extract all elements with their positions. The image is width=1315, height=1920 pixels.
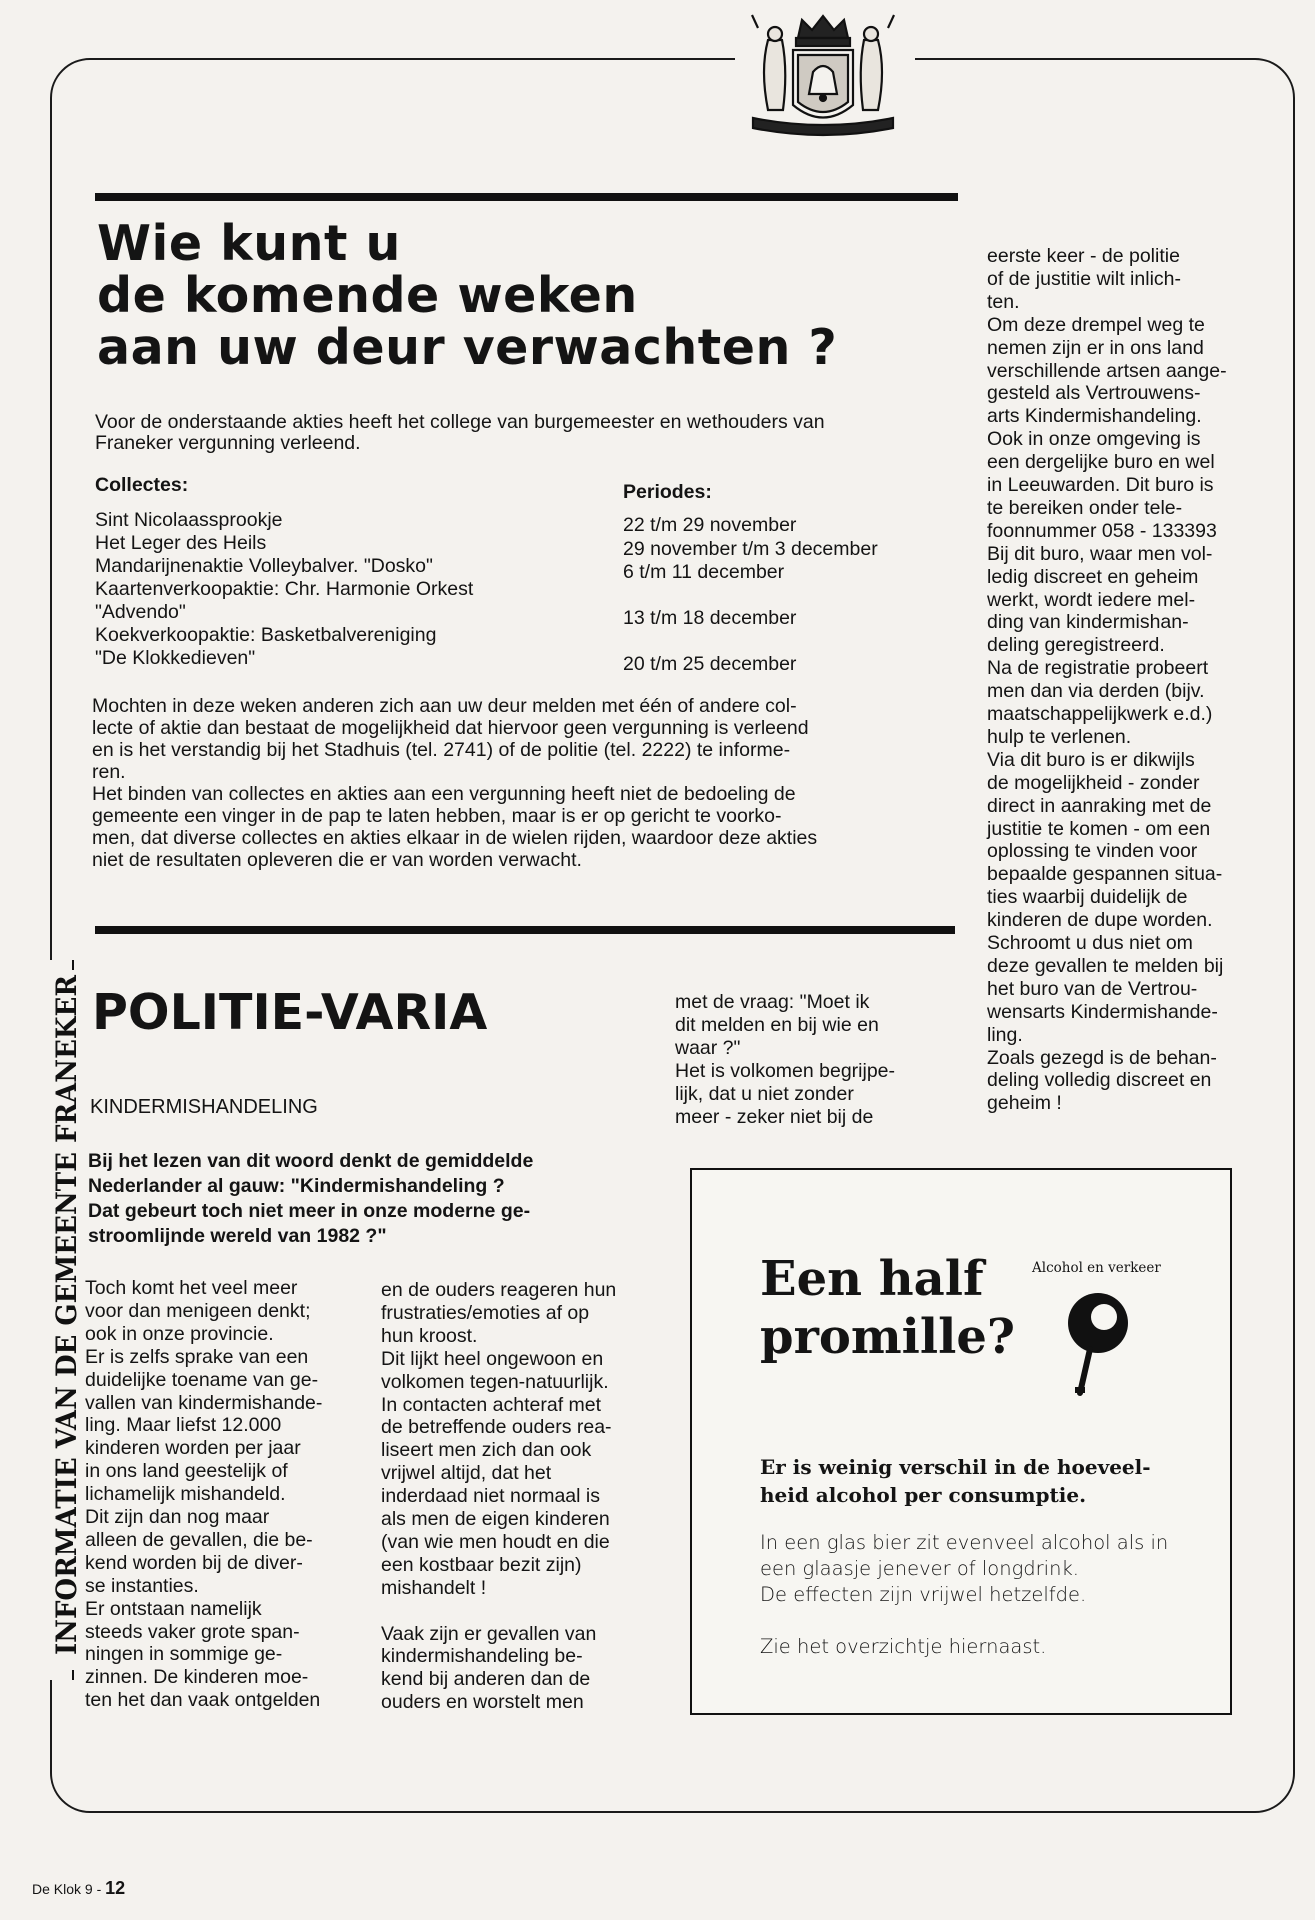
headline — [97, 215, 947, 376]
ad-body — [760, 1530, 1168, 1660]
collecte-item: Koekverkoopaktie: Basketbalvereniging — [95, 624, 437, 646]
right-column-line: ties waarbij duidelijk de — [987, 886, 1188, 909]
right-column-line: ling. — [987, 1023, 1023, 1046]
right-column-line: Schroomt u dus niet om — [987, 932, 1193, 954]
column-b-line: frustraties/emoties af op — [381, 1301, 590, 1324]
column-a-line: alleen de gevallen, die be- — [85, 1528, 313, 1551]
body-line: lecte of aktie dan bestaat de mogelijkheid dat hiervoor geen vergunning is verleend — [92, 717, 809, 739]
right-column-line: de mogelijkheid - zonder — [987, 771, 1200, 794]
column-b-line: Vaak zijn er gevallen van — [381, 1622, 597, 1645]
column-b-line: mishandelt ! — [381, 1576, 487, 1599]
body-line: en is het verstandig bij het Stadhuis (tel. 2741) of de politie (tel. 2222) te informe- — [92, 739, 791, 761]
ad-body-line — [760, 1608, 1168, 1634]
right-column-line: Via dit buro is er dikwijls — [987, 748, 1195, 771]
collecte-item: Kaartenverkoopaktie: Chr. Harmonie Orkest — [95, 578, 474, 600]
right-column-line: wensarts Kindermishande- — [987, 1000, 1218, 1023]
collecte-item: "Advendo" — [95, 601, 186, 623]
periode-item: 22 t/m 29 november — [623, 514, 797, 536]
periode-item: 20 t/m 25 december — [623, 653, 797, 675]
headline-line-1: Wie kunt u — [97, 215, 401, 272]
coat-of-arms-icon — [738, 10, 908, 140]
body-line: niet de resultaten opleveren die er van worden verwacht. — [92, 849, 582, 871]
column-a-line: Dit zijn dan nog maar — [85, 1506, 270, 1528]
ad-headline — [760, 1250, 1015, 1366]
right-column-line: men dan via derden (bijv. — [987, 680, 1205, 703]
column-b-line: de betreffende ouders rea- — [381, 1416, 612, 1439]
section-rule-middle — [95, 926, 955, 934]
ad-body-line: Zie het overzichtje hiernaast. — [760, 1635, 1047, 1658]
column-a-line: se instanties. — [85, 1574, 199, 1597]
right-column-line: of de justitie wilt inlich- — [987, 267, 1181, 290]
column-c-line: met de vraag: "Moet ik — [675, 991, 870, 1013]
column-a-line: zinnen. De kinderen moe- — [85, 1666, 309, 1689]
right-column-line: maatschappelijkwerk e.d.) — [987, 703, 1213, 725]
glass-logo-icon — [1060, 1283, 1130, 1403]
right-column-line: werkt, wordt iedere mel- — [987, 588, 1196, 611]
headline-line-2: de komende weken — [97, 267, 638, 324]
body-line: Het binden van collectes en akties aan een vergunning heeft niet de bedoeling de — [92, 783, 796, 805]
column-b-line: volkomen tegen-natuurlijk. — [381, 1370, 609, 1393]
lead-line: Nederlander al gauw: "Kindermishandeling ? — [88, 1175, 505, 1197]
right-column-line: arts Kindermishandeling. — [987, 405, 1202, 428]
lead-line: stroomlijnde wereld van 1982 ?" — [88, 1225, 387, 1247]
ad-subheading — [760, 1453, 1151, 1509]
lead-line: Bij het lezen van dit woord denkt de gemiddelde — [88, 1150, 534, 1172]
ad-body-line: In een glas bier zit evenveel alcohol als in — [760, 1531, 1169, 1554]
column-b-line: (van wie men houdt en die — [381, 1530, 610, 1553]
column-a-line: Toch komt het veel meer — [85, 1277, 298, 1299]
column-a-line: ningen in sommige ge- — [85, 1643, 283, 1666]
collecte-item: Het Leger des Heils — [95, 532, 267, 554]
column-c-line: meer - zeker niet bij de — [675, 1105, 874, 1128]
right-column-line: Om deze drempel weg te — [987, 313, 1205, 336]
section-rule-top — [95, 193, 958, 201]
column-a-line: Er ontstaan namelijk — [85, 1597, 262, 1620]
column-a-line: lichamelijk mishandeld. — [85, 1483, 286, 1506]
right-column-line: te bereiken onder tele- — [987, 496, 1183, 519]
right-column-line: kinderen de dupe worden. — [987, 909, 1213, 932]
ad-body-line: De effecten zijn vrijwel hetzelfde. — [760, 1583, 1087, 1606]
right-column-line: een dergelijke buro en wel — [987, 451, 1215, 474]
right-column-line: eerste keer - de politie — [987, 245, 1180, 267]
footer — [32, 1878, 125, 1899]
column-b-line: In contacten achteraf met — [381, 1393, 602, 1416]
column-a-line: in ons land geestelijk of — [85, 1460, 288, 1483]
right-column-line: geheim ! — [987, 1092, 1062, 1115]
right-column-line: hulp te verlenen. — [987, 725, 1132, 748]
intro-line-1: Voor de onderstaande akties heeft het college van burgemeester en wethouders van — [95, 411, 825, 433]
body-line: men, dat diverse collectes en akties elkaar in de wielen rijden, waardoor deze akties — [92, 827, 818, 849]
collecte-item: Mandarijnenaktie Volleybalver. "Dosko" — [95, 555, 433, 577]
lead-line: Dat gebeurt toch niet meer in onze moderne ge- — [88, 1200, 531, 1222]
ad-body-line: een glaasje jenever of longdrink. — [760, 1557, 1079, 1580]
column-a-line: vallen van kindermishande- — [85, 1391, 323, 1414]
column-b-line: een kostbaar bezit zijn) — [381, 1553, 582, 1576]
right-column-line: in Leeuwarden. Dit buro is — [987, 474, 1214, 496]
periode-item: 29 november t/m 3 december — [623, 538, 878, 560]
right-column-line: foonnummer 058 - 133393 — [987, 519, 1217, 542]
ad-small-label: Alcohol en verkeer — [1032, 1260, 1161, 1276]
ad-headline-line: promille? — [760, 1309, 1016, 1365]
column-a-line: ling. Maar liefst 12.000 — [85, 1414, 282, 1437]
footer-magazine: De Klok 9 - — [32, 1881, 102, 1897]
column-a-line: ook in onze provincie. — [85, 1322, 274, 1345]
right-column-line: het buro van de Vertrou- — [987, 977, 1198, 1000]
body-line: ren. — [92, 761, 126, 783]
column-a-line: kinderen worden per jaar — [85, 1437, 301, 1460]
column-a-line: steeds vaker grote span- — [85, 1620, 300, 1643]
right-column-line: direct in aanraking met de — [987, 794, 1212, 817]
right-column-line: bepaalde gespannen situa- — [987, 863, 1223, 886]
ad-headline-line: Een half — [760, 1251, 984, 1307]
column-b-line: liseert men zich dan ook — [381, 1439, 592, 1462]
column-b-line: kend bij anderen dan de — [381, 1668, 591, 1691]
ad-sub-line: heid alcohol per consumptie. — [760, 1483, 1087, 1507]
column-c-line: lijk, dat u niet zonder — [675, 1082, 854, 1105]
column-b-line: kindermishandeling be- — [381, 1645, 583, 1668]
column-b-line: en de ouders reageren hun — [381, 1279, 617, 1301]
collecte-item: "De Klokkedieven" — [95, 647, 256, 669]
intro-line-2: Franeker vergunning verleend. — [95, 432, 361, 454]
column-b-line: als men de eigen kinderen — [381, 1508, 610, 1530]
side-title — [22, 960, 82, 1680]
column-b-line: Dit lijkt heel ongewoon en — [381, 1347, 604, 1370]
right-column-line: ding van kindermishan- — [987, 611, 1189, 634]
periodes-header: Periodes: — [623, 481, 712, 503]
right-column-line: Na de registratie probeert — [987, 657, 1209, 680]
right-column-line: verschillende artsen aange- — [987, 359, 1227, 382]
periode-item: 13 t/m 18 december — [623, 607, 797, 629]
periode-item: 6 t/m 11 december — [623, 561, 785, 583]
column-a-line: kend worden bij de diver- — [85, 1551, 303, 1574]
politie-subtitle: KINDERMISHANDELING — [90, 1096, 318, 1118]
body-line: gemeente een vinger in de pap te laten hebben, maar is er op gericht te voorko- — [92, 805, 782, 827]
collectes-header: Collectes: — [95, 474, 189, 496]
column-b-line: hun kroost. — [381, 1324, 478, 1347]
column-a-line: duidelijke toename van ge- — [85, 1368, 319, 1391]
column-b-line: inderdaad niet normaal is — [381, 1485, 600, 1508]
right-column-line: Bij dit buro, waar men vol- — [987, 542, 1213, 565]
right-column-line: deling volledig discreet en — [987, 1069, 1212, 1092]
column-b-line: vrijwel altijd, dat het — [381, 1462, 552, 1485]
right-column-line: deling geregistreerd. — [987, 634, 1165, 657]
ad-sub-line: Er is weinig verschil in de hoeveel- — [760, 1455, 1151, 1479]
column-a-line: ten het dan vaak ontgelden — [85, 1689, 321, 1712]
right-column-line: ten. — [987, 290, 1020, 313]
footer-page-number: 12 — [105, 1878, 126, 1898]
headline-line-3: aan uw deur verwachten ? — [97, 319, 838, 376]
column-b-line: ouders en worstelt men — [381, 1691, 584, 1714]
side-title-text: INFORMATIE VAN DE GEMEENTE FRANEKER — [50, 960, 82, 1655]
column-a-line: Er is zelfs sprake van een — [85, 1345, 309, 1368]
right-column-line: nemen zijn er in ons land — [987, 336, 1204, 359]
column-c-line: Het is volkomen begrijpe- — [675, 1059, 896, 1082]
politie-title: POLITIE-VARIA — [92, 984, 488, 1041]
right-column-line: Zoals gezegd is de behan- — [987, 1046, 1217, 1069]
column-c-line: waar ?" — [675, 1036, 741, 1059]
column-c-line: dit melden en bij wie en — [675, 1013, 879, 1036]
right-column-line: gesteld als Vertrouwens- — [987, 382, 1201, 405]
body-line: Mochten in deze weken anderen zich aan uw deur melden met één of andere col- — [92, 695, 797, 717]
right-column-line: deze gevallen te melden bij — [987, 954, 1224, 977]
right-column-line: justitie te komen - om een — [987, 817, 1211, 840]
right-column-line: oplossing te vinden voor — [987, 840, 1198, 863]
right-column-line: ledig discreet en geheim — [987, 565, 1199, 588]
collecte-item: Sint Nicolaassprookje — [95, 509, 283, 531]
right-column-line: Ook in onze omgeving is — [987, 428, 1201, 451]
column-a-line: voor dan menigeen denkt; — [85, 1299, 311, 1322]
